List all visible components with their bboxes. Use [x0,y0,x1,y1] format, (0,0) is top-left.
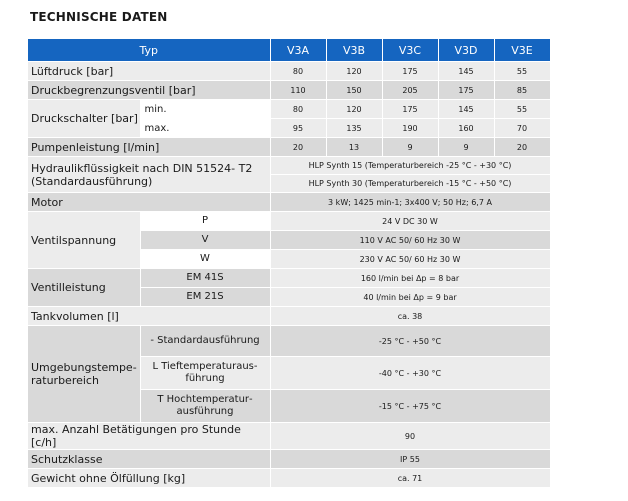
row-sublabel: T Hochtemperaturausführung [140,390,270,423]
cell-value: 95 [270,119,326,138]
cell-value: 80 [270,62,326,81]
table-row [28,326,550,357]
table-row [28,138,550,157]
row-label: Lüftdruck [bar] [28,62,270,81]
cell-value: 24 V DC 30 W [270,212,550,231]
cell-value: 160 [438,119,494,138]
cell-value: 175 [382,100,438,119]
table-row [28,62,550,81]
cell-value: 145 [438,100,494,119]
row-label: max. Anzahl Betätigungen pro Stunde [c/h] [28,423,270,450]
cell-value: ca. 38 [270,307,550,326]
cell-value: 40 l/min bei Δp = 9 bar [270,288,550,307]
cell-value: 230 V AC 50/ 60 Hz 30 W [270,250,550,269]
cell-value: 70 [494,119,550,138]
cell-value: ca. 71 [270,469,550,488]
technical-data-table [28,39,551,488]
cell-value: 85 [494,81,550,100]
model-header: V3D [438,39,494,62]
row-label: Schutzklasse [28,450,270,469]
row-label: Ventilspannung [28,212,140,269]
row-label: Motor [28,193,270,212]
table-row [28,193,550,212]
cell-value: 160 l/min bei Δp = 8 bar [270,269,550,288]
cell-value: 80 [270,100,326,119]
cell-value: 150 [326,81,382,100]
table-row [28,469,550,488]
cell-value: 110 [270,81,326,100]
cell-value: 20 [494,138,550,157]
cell-value: IP 55 [270,450,550,469]
row-sublabel: W [140,250,270,269]
table-row [28,81,550,100]
row-sublabel: L Tieftemperaturausführung [140,357,270,390]
table-row [28,100,550,119]
cell-value: 145 [438,62,494,81]
table-row [28,212,550,231]
cell-value: 175 [382,62,438,81]
row-label: Druckschalter [bar] [28,100,140,138]
cell-value: 190 [382,119,438,138]
cell-value: 9 [438,138,494,157]
cell-value: 110 V AC 50/ 60 Hz 30 W [270,231,550,250]
table-row [28,157,550,175]
cell-value: 205 [382,81,438,100]
table-row [28,269,550,288]
row-label: Ventilleistung [28,269,140,307]
row-sublabel: - Standardausführung [140,326,270,357]
cell-value: 13 [326,138,382,157]
model-header: V3B [326,39,382,62]
model-header: V3A [270,39,326,62]
cell-value: HLP Synth 15 (Temperaturbereich -25 °C - +30 °C) [270,157,550,175]
cell-value: 135 [326,119,382,138]
row-label: Tankvolumen [l] [28,307,270,326]
row-label: Pumpenleistung [l/min] [28,138,270,157]
row-label: Hydraulikflüssigkeit nach DIN 51524- T2 (Standardausführung) [28,157,270,193]
row-sublabel: min. [140,100,270,119]
type-header: Typ [28,39,270,62]
row-label: Druckbegrenzungsventil [bar] [28,81,270,100]
table-header-row [28,39,550,62]
cell-value: 90 [270,423,550,450]
cell-value: 20 [270,138,326,157]
model-header: V3C [382,39,438,62]
row-sublabel: max. [140,119,270,138]
row-label: Gewicht ohne Ölfüllung [kg] [28,469,270,488]
cell-value: 120 [326,100,382,119]
row-sublabel: EM 41S [140,269,270,288]
table-row [28,450,550,469]
row-label: Umgebungstemperaturbereich [28,326,140,423]
cell-value: -15 °C - +75 °C [270,390,550,423]
cell-value: 55 [494,62,550,81]
cell-value: HLP Synth 30 (Temperaturbereich -15 °C - +50 °C) [270,175,550,193]
row-sublabel: EM 21S [140,288,270,307]
cell-value: 55 [494,100,550,119]
row-sublabel: P [140,212,270,231]
cell-value: -25 °C - +50 °C [270,326,550,357]
section-title: TECHNISCHE DATEN [30,10,168,24]
table-row [28,423,550,450]
cell-value: -40 °C - +30 °C [270,357,550,390]
cell-value: 3 kW; 1425 min-1; 3x400 V; 50 Hz; 6,7 A [270,193,550,212]
model-header: V3E [494,39,550,62]
cell-value: 120 [326,62,382,81]
row-sublabel: V [140,231,270,250]
table-row [28,307,550,326]
cell-value: 175 [438,81,494,100]
cell-value: 9 [382,138,438,157]
